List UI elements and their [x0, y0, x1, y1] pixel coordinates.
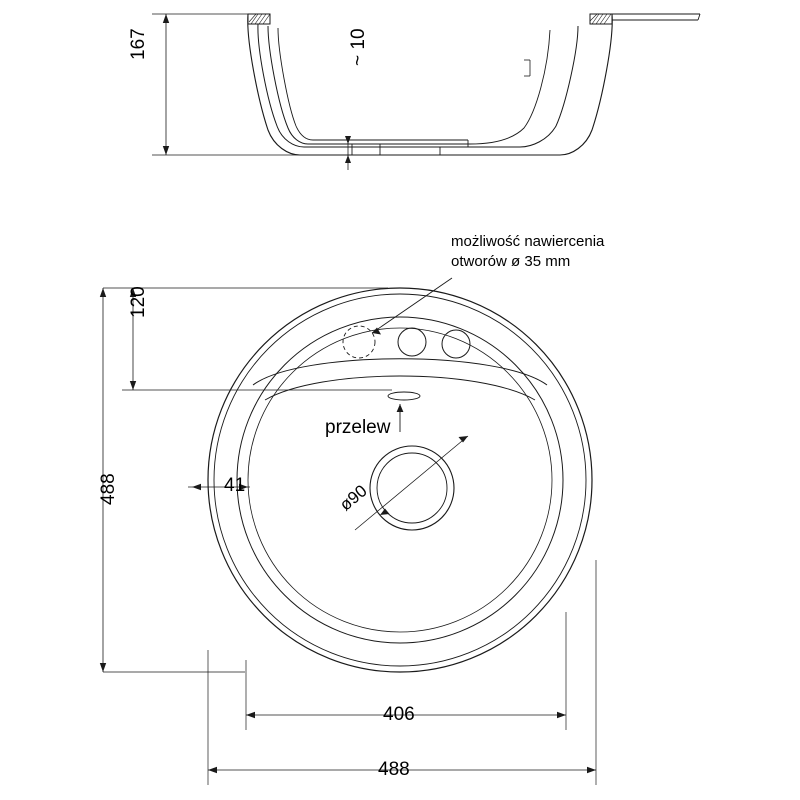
dim-label-41: 41: [224, 475, 246, 496]
callout-drill-line1: możliwość nawiercenia: [451, 233, 605, 250]
dim-label-488-horizontal: 488: [378, 759, 410, 780]
dim-label-406: 406: [383, 704, 415, 725]
overflow-label: przelew: [325, 417, 391, 438]
dim-label-488-vertical: 488: [98, 473, 119, 505]
dim-label-thickness: ~ 10: [348, 28, 369, 66]
dim-label-drain-diameter: ø90: [336, 481, 371, 515]
dim-label-120: 120: [128, 286, 149, 318]
top-view-geometry: [100, 278, 596, 785]
dim-label-167: 167: [128, 28, 149, 60]
callout-drill-line2: otworów ø 35 mm: [451, 253, 571, 270]
section-view-geometry: [152, 14, 700, 170]
